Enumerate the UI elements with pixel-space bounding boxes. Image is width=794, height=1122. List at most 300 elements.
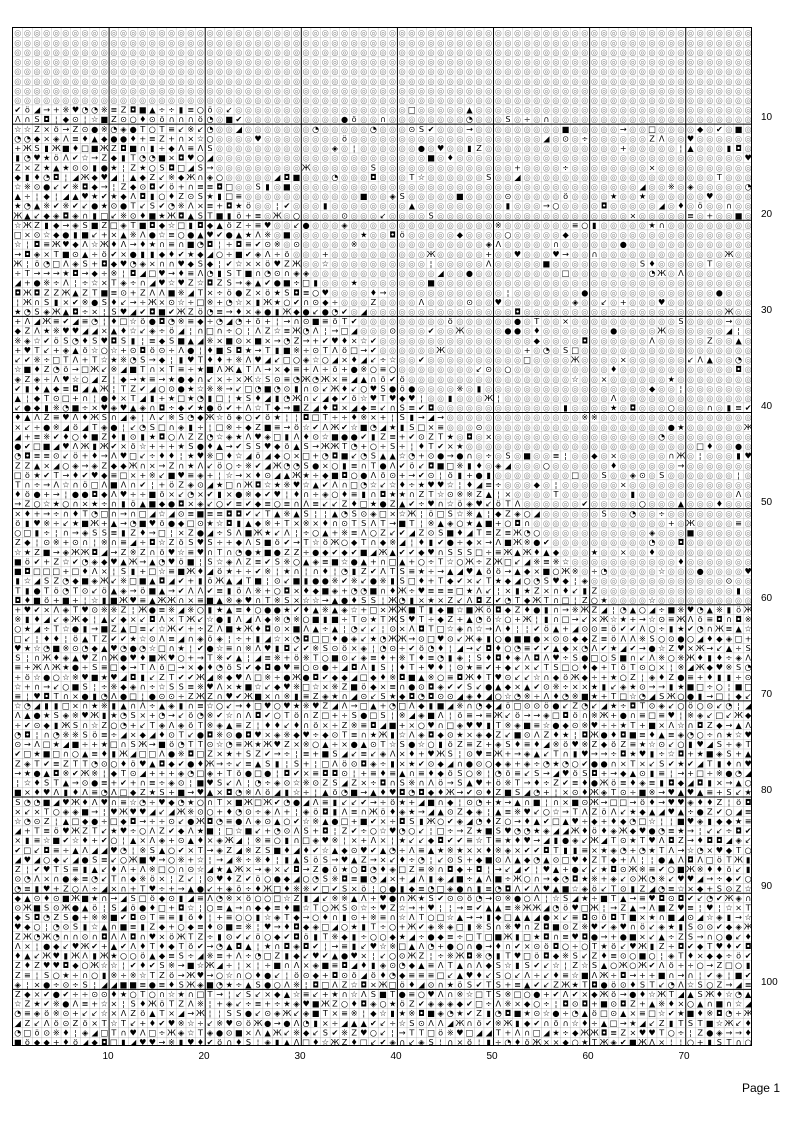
stitch-symbol: → <box>168 268 175 278</box>
stitch-symbol: ※ <box>360 412 367 422</box>
stitch-symbol: ● <box>178 374 185 384</box>
stitch-symbol: ♦ <box>139 239 146 249</box>
stitch-symbol: ≡ <box>197 595 204 605</box>
stitch-symbol: ◎ <box>629 547 636 557</box>
stitch-symbol: ◎ <box>524 28 531 38</box>
stitch-symbol: ¦ <box>286 489 289 499</box>
stitch-symbol: Ж <box>677 614 686 624</box>
stitch-symbol: ◎ <box>447 258 454 268</box>
stitch-symbol: Λ <box>34 326 40 336</box>
stitch-symbol: × <box>283 633 290 643</box>
stitch-symbol: ▮ <box>669 624 674 634</box>
stitch-symbol: ¦ <box>497 489 500 499</box>
stitch-symbol: ◎ <box>600 528 607 538</box>
stitch-symbol: ▲ <box>188 335 195 345</box>
stitch-symbol: T <box>351 518 357 528</box>
stitch-symbol: ≡ <box>187 143 194 153</box>
stitch-symbol: ★ <box>283 566 290 576</box>
stitch-symbol: ¦ <box>555 480 558 490</box>
stitch-symbol: → <box>207 162 214 172</box>
stitch-symbol: ◎ <box>274 153 281 163</box>
stitch-symbol: + <box>312 451 319 461</box>
stitch-symbol: ◎ <box>581 57 588 67</box>
stitch-symbol: ○ <box>312 287 319 297</box>
stitch-symbol: ◎ <box>572 162 579 172</box>
stitch-symbol: ∩ <box>130 508 136 518</box>
stitch-symbol: ◎ <box>245 143 252 153</box>
stitch-symbol: ◎ <box>543 278 550 288</box>
stitch-symbol: ◎ <box>456 268 463 278</box>
stitch-symbol: ▲ <box>313 604 320 614</box>
stitch-symbol: ● <box>341 114 348 124</box>
stitch-symbol: ↙ <box>514 556 521 566</box>
stitch-symbol: ♦ <box>389 585 396 595</box>
stitch-symbol: ◢ <box>207 153 214 163</box>
stitch-symbol: ▲ <box>72 345 79 355</box>
stitch-symbol: ¦ <box>276 566 279 576</box>
stitch-symbol: ◢ <box>409 528 416 538</box>
stitch-symbol: ▮ <box>140 431 145 441</box>
stitch-symbol: ◆ <box>466 537 473 547</box>
stitch-symbol: ¦ <box>122 172 125 182</box>
stitch-symbol: ■ <box>187 239 195 249</box>
stitch-symbol: ◎ <box>591 133 598 143</box>
stitch-symbol: ◘ <box>178 210 184 220</box>
stitch-symbol: ☆ <box>14 182 21 192</box>
stitch-symbol: Z <box>34 547 40 557</box>
stitch-symbol: ÷ <box>139 537 146 547</box>
stitch-symbol: ◎ <box>735 297 742 307</box>
stitch-symbol: ◎ <box>581 28 588 38</box>
stitch-symbol: ◎ <box>139 85 146 95</box>
stitch-symbol: Ж <box>13 210 22 220</box>
stitch-symbol: ◘ <box>149 537 155 547</box>
stitch-symbol: S <box>227 278 232 288</box>
stitch-symbol: ○ <box>504 643 511 653</box>
stitch-symbol: ◘ <box>140 191 146 201</box>
stitch-symbol: ◎ <box>303 114 310 124</box>
stitch-symbol: ö <box>150 345 155 355</box>
stitch-symbol: ◎ <box>514 393 521 403</box>
stitch-symbol: ◆ <box>274 403 281 413</box>
stitch-symbol: ö <box>486 614 491 624</box>
stitch-symbol: × <box>293 585 300 595</box>
stitch-symbol: ◎ <box>706 230 713 240</box>
stitch-symbol: ≡ <box>226 643 233 653</box>
stitch-symbol: ◎ <box>629 441 636 451</box>
stitch-symbol: ◎ <box>697 239 704 249</box>
stitch-symbol: ◎ <box>562 85 569 95</box>
stitch-symbol: ⊙ <box>303 316 310 326</box>
stitch-symbol: ◎ <box>677 335 684 345</box>
stitch-symbol: Ж <box>254 528 263 538</box>
stitch-symbol: ◎ <box>485 201 492 211</box>
stitch-symbol: ÷ <box>197 624 204 634</box>
stitch-symbol: ◎ <box>456 114 463 124</box>
stitch-symbol: ◎ <box>303 239 310 249</box>
stitch-symbol: ◆ <box>53 220 60 230</box>
stitch-symbol: ◎ <box>600 239 607 249</box>
stitch-symbol: ◎ <box>456 162 463 172</box>
stitch-symbol: ▮ <box>727 403 732 413</box>
stitch-symbol: ◎ <box>408 47 415 57</box>
stitch-symbol: ✔ <box>255 412 262 422</box>
stitch-symbol: ◎ <box>562 393 569 403</box>
stitch-symbol: ◎ <box>495 374 502 384</box>
stitch-symbol: ◎ <box>187 85 194 95</box>
stitch-symbol: ◆ <box>332 393 339 403</box>
stitch-symbol: ♥ <box>370 383 377 393</box>
stitch-symbol: ◎ <box>293 76 300 86</box>
stitch-symbol: Λ <box>34 412 40 422</box>
stitch-symbol: ◎ <box>697 576 704 586</box>
stitch-symbol: ö <box>342 133 347 143</box>
stitch-symbol: + <box>322 249 329 259</box>
stitch-symbol: Z <box>284 547 290 557</box>
stitch-symbol: ◎ <box>697 383 704 393</box>
stitch-symbol: + <box>187 624 194 634</box>
stitch-symbol: ≡ <box>255 220 262 230</box>
stitch-symbol: ≡ <box>110 105 117 115</box>
stitch-symbol: ◎ <box>697 278 704 288</box>
stitch-symbol: ◎ <box>149 95 156 105</box>
stitch-symbol: Λ <box>188 201 194 211</box>
stitch-symbol: ◎ <box>322 143 329 153</box>
stitch-symbol: ✔ <box>408 643 415 653</box>
stitch-symbol: ★ <box>235 201 242 211</box>
stitch-symbol: S <box>371 451 376 461</box>
stitch-symbol: ◎ <box>591 239 598 249</box>
stitch-symbol: ¦ <box>353 143 356 153</box>
stitch-symbol: ◎ <box>725 76 732 86</box>
stitch-symbol: ◎ <box>360 297 367 307</box>
stitch-symbol: ◎ <box>725 508 732 518</box>
stitch-symbol: ◎ <box>533 66 540 76</box>
stitch-symbol: ◘ <box>389 230 395 240</box>
stitch-symbol: ◎ <box>91 28 98 38</box>
stitch-symbol: ◆ <box>159 249 166 259</box>
stitch-symbol: ▲ <box>236 364 243 374</box>
stitch-symbol: ◈ <box>120 124 127 134</box>
stitch-symbol: ◎ <box>543 316 550 326</box>
stitch-symbol: ◎ <box>504 335 511 345</box>
stitch-symbol: ö <box>54 124 59 134</box>
stitch-symbol: ◎ <box>620 306 627 316</box>
stitch-symbol: ◎ <box>629 239 636 249</box>
stitch-symbol: ∩ <box>553 595 559 605</box>
stitch-symbol: ◎ <box>14 28 21 38</box>
stitch-symbol: ◎ <box>187 76 194 86</box>
stitch-symbol: ◎ <box>408 153 415 163</box>
stitch-symbol: ◎ <box>485 114 492 124</box>
stitch-symbol: ◎ <box>581 393 588 403</box>
stitch-symbol: ◎ <box>687 470 694 480</box>
stitch-symbol: T <box>264 595 270 605</box>
stitch-symbol: ◎ <box>437 114 444 124</box>
stitch-symbol: Λ <box>121 239 127 249</box>
stitch-symbol: ◎ <box>716 518 723 528</box>
stitch-symbol: Ж <box>100 143 109 153</box>
stitch-symbol: ○ <box>504 614 511 624</box>
stitch-symbol: ○ <box>62 499 69 509</box>
stitch-symbol: ◎ <box>418 95 425 105</box>
stitch-symbol: ◎ <box>466 182 473 192</box>
stitch-symbol: ö <box>409 460 414 470</box>
stitch-symbol: ☆ <box>274 326 281 336</box>
stitch-symbol: ◎ <box>610 383 617 393</box>
stitch-symbol: ◔ <box>24 306 31 316</box>
stitch-symbol: ◎ <box>668 201 675 211</box>
stitch-symbol: ◎ <box>716 239 723 249</box>
stitch-symbol: ★ <box>254 547 261 557</box>
stitch-symbol: Z <box>44 364 50 374</box>
stitch-symbol: ■ <box>504 537 512 547</box>
stitch-symbol: ★ <box>456 441 463 451</box>
stitch-symbol: ≡ <box>178 364 185 374</box>
stitch-symbol: ◎ <box>466 201 473 211</box>
stitch-symbol: × <box>245 258 252 268</box>
stitch-symbol: ◎ <box>629 249 636 259</box>
stitch-symbol: ◎ <box>476 105 483 115</box>
stitch-symbol: × <box>197 489 204 499</box>
stitch-symbol: ◎ <box>620 383 627 393</box>
stitch-symbol: ◎ <box>543 364 550 374</box>
stitch-symbol: ■ <box>245 528 253 538</box>
stitch-symbol: → <box>53 268 60 278</box>
stitch-symbol: Ж <box>331 537 340 547</box>
stitch-symbol: ≡ <box>187 547 194 557</box>
stitch-symbol: ◎ <box>379 47 386 57</box>
stitch-symbol: ◔ <box>620 604 627 614</box>
stitch-symbol: ◎ <box>629 374 636 384</box>
stitch-symbol: ◎ <box>658 143 665 153</box>
stitch-symbol: → <box>264 364 271 374</box>
stitch-symbol: ✔ <box>34 604 41 614</box>
stitch-symbol: ◘ <box>236 508 242 518</box>
stitch-symbol: ◎ <box>399 28 406 38</box>
stitch-symbol: ☆ <box>81 153 88 163</box>
stitch-symbol: ▲ <box>226 576 233 586</box>
stitch-symbol: Z <box>486 556 492 566</box>
stitch-symbol: × <box>110 230 117 240</box>
stitch-symbol: ◎ <box>600 364 607 374</box>
stitch-symbol: ◎ <box>303 191 310 201</box>
stitch-symbol: ◎ <box>658 499 665 509</box>
stitch-symbol: T <box>130 201 136 211</box>
stitch-symbol: ◎ <box>379 258 386 268</box>
stitch-symbol: ▲ <box>72 191 79 201</box>
stitch-symbol: ö <box>44 595 49 605</box>
stitch-symbol: ∩ <box>342 480 348 490</box>
stitch-symbol: ◎ <box>514 422 521 432</box>
stitch-symbol: ◎ <box>495 422 502 432</box>
stitch-symbol: □ <box>523 355 531 365</box>
stitch-symbol: ※ <box>456 383 463 393</box>
stitch-symbol: ◘ <box>101 258 107 268</box>
stitch-symbol: ◎ <box>658 364 665 374</box>
stitch-symbol: S <box>34 143 39 153</box>
stitch-symbol: ◎ <box>600 249 607 259</box>
stitch-symbol: S <box>198 162 203 172</box>
stitch-symbol: ◎ <box>485 57 492 67</box>
stitch-symbol: □ <box>312 412 320 422</box>
stitch-symbol: ◎ <box>399 66 406 76</box>
stitch-symbol: ○ <box>14 528 21 538</box>
stitch-symbol: ◎ <box>322 153 329 163</box>
stitch-symbol: ♥ <box>120 489 127 499</box>
stitch-symbol: ≡ <box>322 316 329 326</box>
stitch-symbol: ☆ <box>197 133 204 143</box>
stitch-symbol: ▮ <box>275 306 280 316</box>
stitch-symbol: ◎ <box>33 76 40 86</box>
stitch-symbol: ◎ <box>649 316 656 326</box>
stitch-symbol: ★ <box>178 441 185 451</box>
stitch-symbol: ★ <box>283 604 290 614</box>
stitch-symbol: ◎ <box>658 316 665 326</box>
stitch-symbol: ● <box>533 633 540 643</box>
stitch-symbol: ◎ <box>226 153 233 163</box>
stitch-symbol: ◎ <box>610 278 617 288</box>
stitch-symbol: ♥ <box>677 643 684 653</box>
stitch-symbol: ■ <box>514 633 522 643</box>
stitch-symbol: ◈ <box>120 278 127 288</box>
stitch-symbol: ◎ <box>447 355 454 365</box>
stitch-symbol: ∩ <box>111 412 117 422</box>
stitch-symbol: ¦ <box>36 537 39 547</box>
stitch-symbol: ★ <box>14 201 21 211</box>
stitch-symbol: ◎ <box>745 518 752 528</box>
stitch-symbol: + <box>187 576 194 586</box>
stitch-symbol: ◎ <box>389 153 396 163</box>
stitch-symbol: + <box>303 364 310 374</box>
stitch-symbol: ◎ <box>485 182 492 192</box>
stitch-symbol: ÷ <box>53 508 60 518</box>
stitch-symbol: ö <box>736 604 741 614</box>
stitch-symbol: ♦ <box>648 258 655 268</box>
stitch-symbol: ▲ <box>149 105 156 115</box>
stitch-symbol: ÷ <box>101 499 108 509</box>
stitch-symbol: ✔ <box>226 403 233 413</box>
stitch-symbol: ◎ <box>543 480 550 490</box>
stitch-symbol: S <box>102 297 107 307</box>
stitch-symbol: ◎ <box>447 182 454 192</box>
stitch-symbol: ◎ <box>312 153 319 163</box>
stitch-symbol: ▮ <box>506 201 511 211</box>
stitch-symbol: ☆ <box>456 508 463 518</box>
stitch-symbol: Z <box>265 326 271 336</box>
stitch-symbol: ≡ <box>706 614 713 624</box>
stitch-symbol: ◎ <box>725 230 732 240</box>
stitch-symbol: ◎ <box>524 124 531 134</box>
stitch-symbol: ö <box>217 460 222 470</box>
stitch-symbol: ♥ <box>552 576 559 586</box>
stitch-symbol: ◎ <box>600 393 607 403</box>
stitch-symbol: ◎ <box>562 374 569 384</box>
stitch-symbol: ◎ <box>360 85 367 95</box>
stitch-symbol: ◔ <box>360 585 367 595</box>
stitch-symbol: ◎ <box>572 287 579 297</box>
stitch-symbol: ◎ <box>552 182 559 192</box>
stitch-symbol: ¦ <box>680 143 683 153</box>
stitch-symbol: S <box>255 182 260 192</box>
stitch-symbol: ◎ <box>677 508 684 518</box>
stitch-symbol: ◎ <box>610 335 617 345</box>
stitch-symbol: ↙ <box>53 182 60 192</box>
stitch-symbol: ◎ <box>649 585 656 595</box>
stitch-symbol: ■ <box>91 431 99 441</box>
stitch-symbol: ◎ <box>677 470 684 480</box>
stitch-symbol: ÷ <box>226 239 233 249</box>
stitch-symbol: + <box>235 403 242 413</box>
stitch-symbol: ◢ <box>207 480 214 490</box>
stitch-symbol: ≡ <box>341 374 348 384</box>
stitch-symbol: ◎ <box>620 191 627 201</box>
stitch-symbol: ◎ <box>716 278 723 288</box>
stitch-symbol: ◎ <box>504 143 511 153</box>
stitch-symbol: ◎ <box>735 422 742 432</box>
stitch-symbol: → <box>72 528 79 538</box>
stitch-symbol: ≡ <box>370 403 377 413</box>
stitch-symbol: ◎ <box>629 162 636 172</box>
stitch-symbol: ◎ <box>716 201 723 211</box>
stitch-symbol: ◢ <box>601 604 608 614</box>
stitch-symbol: ◎ <box>466 412 473 422</box>
stitch-symbol: ◎ <box>437 47 444 57</box>
stitch-symbol: ◎ <box>562 412 569 422</box>
stitch-symbol: S <box>304 460 309 470</box>
stitch-symbol: ◎ <box>533 306 540 316</box>
stitch-symbol: ≡ <box>572 220 579 230</box>
stitch-symbol: ◎ <box>504 76 511 86</box>
stitch-symbol: × <box>505 489 512 499</box>
stitch-symbol: ♥ <box>110 556 117 566</box>
stitch-symbol: ◎ <box>466 326 473 336</box>
stitch-symbol: ◢ <box>274 172 281 182</box>
stitch-symbol: ◎ <box>668 499 675 509</box>
stitch-symbol: ◎ <box>331 182 338 192</box>
stitch-symbol: ◎ <box>697 287 704 297</box>
stitch-symbol: ◎ <box>620 499 627 509</box>
stitch-symbol: Z <box>121 547 127 557</box>
stitch-symbol: ▲ <box>322 528 329 538</box>
stitch-symbol: ◎ <box>322 191 329 201</box>
stitch-symbol: ↙ <box>351 451 358 461</box>
stitch-symbol: → <box>130 585 137 595</box>
stitch-symbol: ◔ <box>600 566 607 576</box>
stitch-symbol: ◎ <box>668 470 675 480</box>
stitch-symbol: ◎ <box>735 105 742 115</box>
stitch-symbol: ◎ <box>658 460 665 470</box>
stitch-symbol: ◎ <box>725 95 732 105</box>
stitch-symbol: ◎ <box>697 422 704 432</box>
stitch-symbol: ◎ <box>668 105 675 115</box>
stitch-symbol: Λ <box>82 239 88 249</box>
stitch-symbol: ◆ <box>399 393 406 403</box>
stitch-symbol: ◎ <box>745 364 752 374</box>
stitch-symbol: ■ <box>72 403 80 413</box>
stitch-symbol: ◎ <box>524 412 531 422</box>
stitch-symbol: □ <box>120 470 128 480</box>
stitch-symbol: ◎ <box>341 57 348 67</box>
stitch-symbol: ◎ <box>226 133 233 143</box>
stitch-symbol: ● <box>110 133 117 143</box>
stitch-symbol: ◎ <box>677 412 684 422</box>
stitch-symbol: ◎ <box>543 95 550 105</box>
stitch-symbol: ∩ <box>63 528 69 538</box>
stitch-symbol: ◎ <box>581 374 588 384</box>
stitch-symbol: ◎ <box>226 57 233 67</box>
stitch-symbol: ※ <box>14 614 21 624</box>
